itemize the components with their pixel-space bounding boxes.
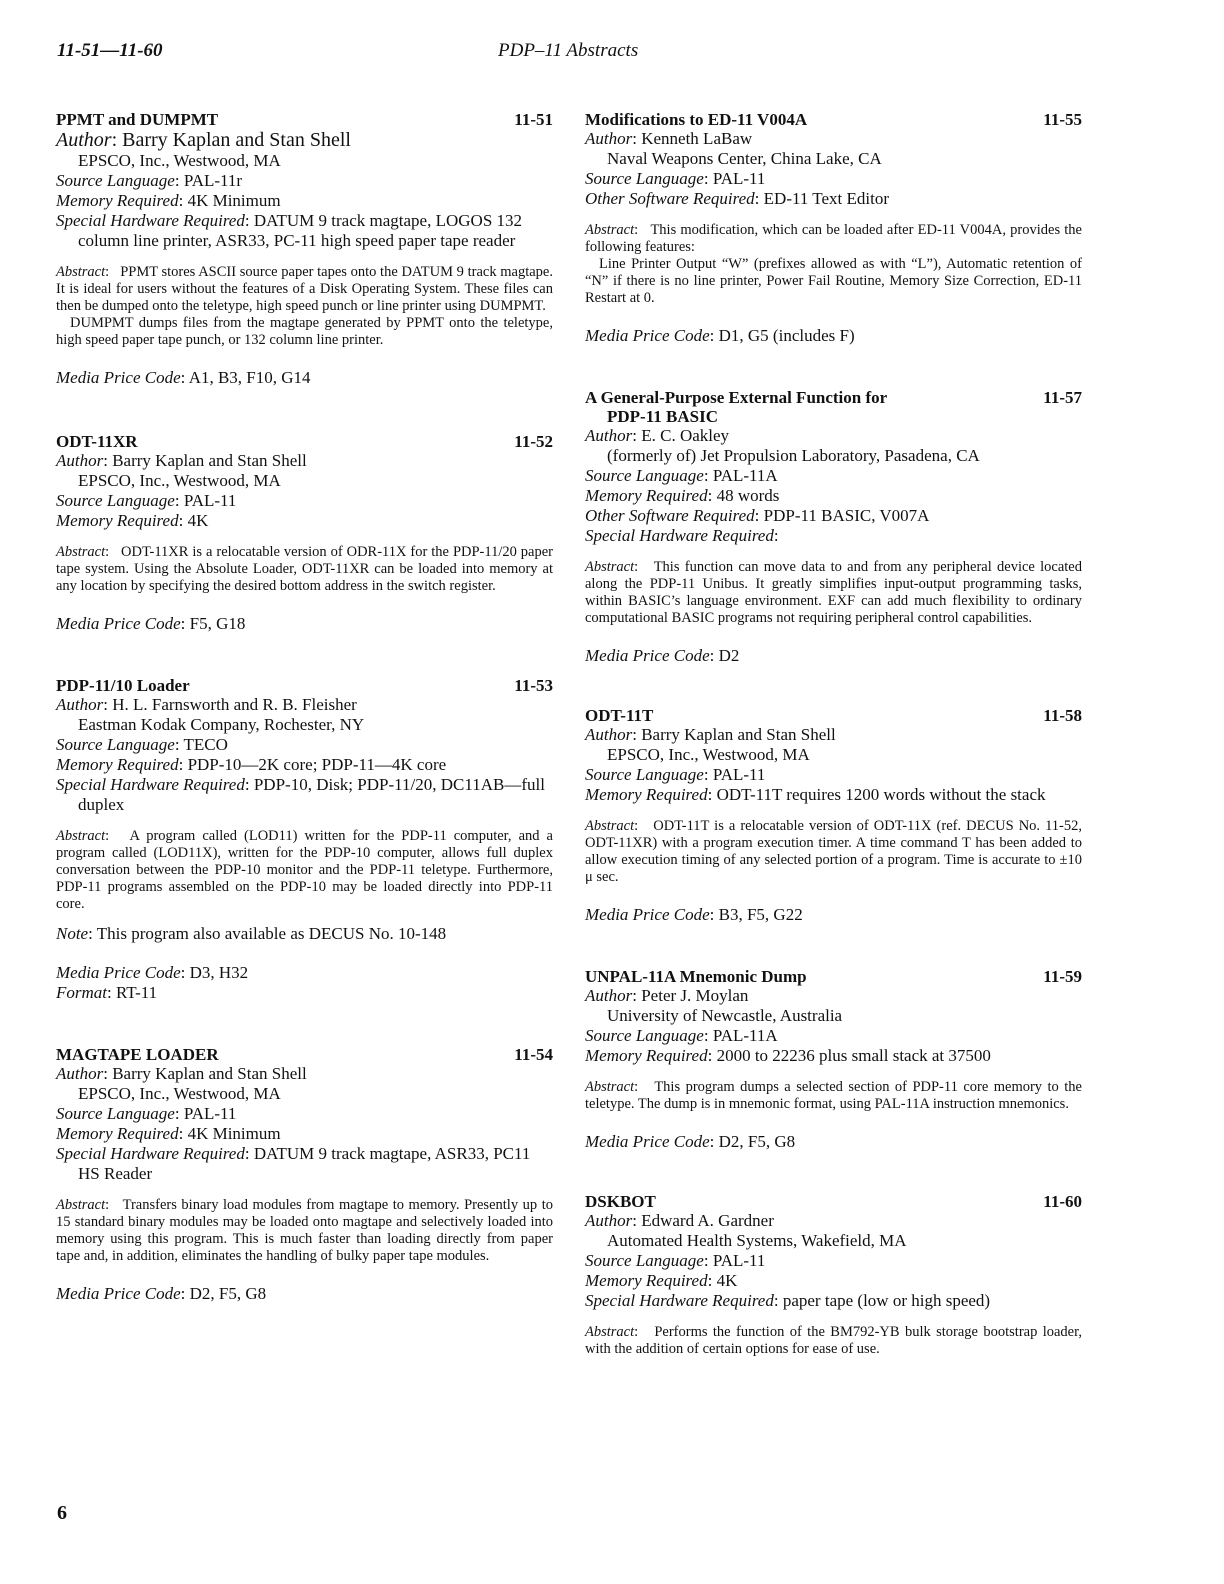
entry-number: 11-58 bbox=[1043, 706, 1082, 725]
author-field: Author: Barry Kaplan and Stan Shell bbox=[56, 451, 307, 470]
entry-title: ODT-11T bbox=[585, 706, 654, 725]
page-number: 6 bbox=[57, 1502, 67, 1524]
abstract: Abstract: Transfers binary load modules from magtape to memory. Presently up to 15 standard binary modules may be loaded onto magtape and selectively loaded into memory using this program. This is much faster than loading directly from paper tape and, in addition, eliminates the handling of bulky paper tape modules. bbox=[56, 1197, 553, 1264]
source-language-field: Source Language: PAL-11 bbox=[56, 491, 237, 510]
other-software-field: Other Software Required: PDP-11 BASIC, V007A bbox=[585, 506, 930, 525]
author-field: Author: E. C. Oakley bbox=[585, 426, 730, 445]
entry-11-55 bbox=[585, 110, 1082, 346]
memory-required-field: Memory Required: 48 words bbox=[585, 486, 780, 505]
special-hardware-field: Special Hardware Required: bbox=[585, 526, 779, 545]
entry-title: MAGTAPE LOADER bbox=[56, 1045, 219, 1064]
entry-title: A General-Purpose External Function for bbox=[585, 388, 888, 407]
media-price-code: Media Price Code: D1, G5 (includes F) bbox=[585, 326, 855, 345]
memory-required-field: Memory Required: ODT-11T requires 1200 words without the stack bbox=[585, 785, 1046, 804]
abstract: Abstract: PPMT stores ASCII source paper tapes onto the DATUM 9 track magtape. It is ideal for users without the features of a Disk Operating System. These files can then be dumped onto the teletype, high speed punch or line printer using DUMPMT. DUMPMT dumps files from the magtape generated by PPMT onto the teletype, high speed paper tape punch, or 132 column line printer. bbox=[56, 264, 553, 348]
entry-number: 11-53 bbox=[514, 676, 553, 695]
entry-number: 11-55 bbox=[1043, 110, 1082, 129]
source-language-field: Source Language: PAL-11 bbox=[585, 765, 766, 784]
left-column bbox=[56, 110, 553, 1304]
affiliation: (formerly of) Jet Propulsion Laboratory, Pasadena, CA bbox=[607, 446, 980, 465]
entry-11-53 bbox=[56, 676, 553, 1003]
format-field: Format: RT-11 bbox=[56, 983, 158, 1002]
abstract: Abstract: A program called (LOD11) written for the PDP-11 computer, and a program called (LOD11X), written for the PDP-10 computer, allows full duplex conversation between the PDP-10 monitor and the PDP-11 teletype. Furthermore, PDP-11 programs assembled on the PDP-10 may be loaded directly into PDP-11 core. bbox=[56, 828, 553, 912]
abstract: Abstract: This function can move data to and from any peripheral device located along the PDP-11 Unibus. It greatly simplifies input-output programming tasks, within BASIC’s language environment. EXF can add much flexibility to ordinary computational BASIC programs not requiring peripheral control capabilities. bbox=[585, 559, 1082, 626]
memory-required-field: Memory Required: PDP-10—2K core; PDP-11—4K core bbox=[56, 755, 447, 774]
entry-number: 11-51 bbox=[514, 110, 553, 129]
affiliation: Eastman Kodak Company, Rochester, NY bbox=[78, 715, 365, 734]
affiliation: Automated Health Systems, Wakefield, MA bbox=[607, 1231, 907, 1250]
memory-required-field: Memory Required: 4K Minimum bbox=[56, 1124, 281, 1143]
entry-11-51 bbox=[56, 110, 553, 388]
memory-required-field: Memory Required: 2000 to 22236 plus small stack at 37500 bbox=[585, 1046, 991, 1065]
media-price-code: Media Price Code: A1, B3, F10, G14 bbox=[56, 368, 311, 387]
entry-number: 11-54 bbox=[514, 1045, 553, 1064]
affiliation: EPSCO, Inc., Westwood, MA bbox=[78, 151, 281, 170]
author-field: Author: Barry Kaplan and Stan Shell bbox=[585, 725, 836, 744]
source-language-field: Source Language: PAL-11 bbox=[56, 1104, 237, 1123]
source-language-field: Source Language: PAL-11 bbox=[585, 169, 766, 188]
entry-number: 11-52 bbox=[514, 432, 553, 451]
source-language-field: Source Language: TECO bbox=[56, 735, 228, 754]
abstract: Abstract: This modification, which can be loaded after ED-11 V004A, provides the following features: Line Printer Output “W” (prefixes allowed as with “L”), Automatic retention of “N” if there is no line printer, Power Fail Routine, Memory Size Correction, ED-11 Restart at 0. bbox=[585, 222, 1082, 306]
entry-number: 11-57 bbox=[1043, 388, 1082, 407]
source-language-field: Source Language: PAL-11A bbox=[585, 466, 778, 485]
author-field: Author: Kenneth LaBaw bbox=[585, 129, 753, 148]
memory-required-field: Memory Required: 4K bbox=[56, 511, 209, 530]
affiliation: University of Newcastle, Australia bbox=[607, 1006, 843, 1025]
entry-number: 11-59 bbox=[1043, 967, 1082, 986]
entry-11-59 bbox=[585, 967, 1082, 1152]
author-field: Author: Peter J. Moylan bbox=[585, 986, 749, 1005]
entry-title: PPMT and DUMPMT bbox=[56, 110, 219, 129]
entry-11-54 bbox=[56, 1045, 553, 1304]
entry-title: UNPAL-11A Mnemonic Dump bbox=[585, 967, 807, 986]
note: Note: This program also available as DECUS No. 10-148 bbox=[56, 924, 447, 943]
running-header-range: 11-51—11-60 bbox=[57, 40, 163, 61]
special-hardware-field: Special Hardware Required: DATUM 9 track magtape, LOGOS 132 column line printer, ASR33, PC-11 high speed paper tape reader bbox=[56, 211, 523, 250]
memory-required-field: Memory Required: 4K Minimum bbox=[56, 191, 281, 210]
entry-11-52 bbox=[56, 432, 553, 634]
entry-title: PDP-11/10 Loader bbox=[56, 676, 190, 695]
abstract: Abstract: This program dumps a selected section of PDP-11 core memory to the teletype. The dump is in mnemonic format, using PAL-11A instruction mnemonics. bbox=[585, 1079, 1082, 1112]
affiliation: EPSCO, Inc., Westwood, MA bbox=[78, 471, 281, 490]
author-value: Barry Kaplan and Stan Shell bbox=[122, 129, 351, 151]
entry-title-continued: PDP-11 BASIC bbox=[607, 407, 718, 426]
memory-required-field: Memory Required: 4K bbox=[585, 1271, 738, 1290]
source-language-field: Source Language: PAL-11r bbox=[56, 171, 243, 190]
author-field: Author: Barry Kaplan and Stan Shell bbox=[56, 129, 351, 151]
entry-title: ODT-11XR bbox=[56, 432, 138, 451]
media-price-code: Media Price Code: B3, F5, G22 bbox=[585, 905, 803, 924]
affiliation: EPSCO, Inc., Westwood, MA bbox=[607, 745, 810, 764]
entry-11-60 bbox=[585, 1192, 1082, 1358]
entry-number: 11-60 bbox=[1043, 1192, 1082, 1211]
special-hardware-field: Special Hardware Required: paper tape (low or high speed) bbox=[585, 1291, 991, 1310]
media-price-code: Media Price Code: D2 bbox=[585, 646, 740, 665]
media-price-code: Media Price Code: D3, H32 bbox=[56, 963, 249, 982]
entry-title: Modifications to ED-11 V004A bbox=[585, 110, 808, 129]
right-column bbox=[585, 110, 1082, 1358]
author-field: Author: H. L. Farnsworth and R. B. Fleisher bbox=[56, 695, 357, 714]
media-price-code: Media Price Code: D2, F5, G8 bbox=[56, 1284, 267, 1303]
author-field: Author: Edward A. Gardner bbox=[585, 1211, 774, 1230]
other-software-field: Other Software Required: ED-11 Text Editor bbox=[585, 189, 889, 208]
running-header-title: PDP–11 Abstracts bbox=[498, 40, 639, 61]
abstract: Abstract: Performs the function of the BM792-YB bulk storage bootstrap loader, with the addition of certain options for ease of use. bbox=[585, 1324, 1082, 1357]
special-hardware-field: Special Hardware Required: DATUM 9 track magtape, ASR33, PC11 HS Reader bbox=[56, 1144, 531, 1183]
abstract: Abstract: ODT-11XR is a relocatable version of ODR-11X for the PDP-11/20 paper tape system. Using the Absolute Loader, ODT-11XR can be loaded into memory at any location by specifying the desired bottom address in the switch register. bbox=[56, 544, 554, 594]
entry-11-58 bbox=[585, 706, 1082, 925]
affiliation: EPSCO, Inc., Westwood, MA bbox=[78, 1084, 281, 1103]
special-hardware-field: Special Hardware Required: PDP-10, Disk; PDP-11/20, DC11AB—full duplex bbox=[56, 775, 545, 814]
author-field: Author: Barry Kaplan and Stan Shell bbox=[56, 1064, 307, 1083]
entry-title: DSKBOT bbox=[585, 1192, 656, 1211]
source-language-field: Source Language: PAL-11A bbox=[585, 1026, 778, 1045]
source-language-field: Source Language: PAL-11 bbox=[585, 1251, 766, 1270]
media-price-code: Media Price Code: F5, G18 bbox=[56, 614, 246, 633]
entry-11-57 bbox=[585, 388, 1082, 666]
media-price-code: Media Price Code: D2, F5, G8 bbox=[585, 1132, 796, 1151]
abstract: Abstract: ODT-11T is a relocatable version of ODT-11X (ref. DECUS No. 11-52, ODT-11XR) with a program execution timer. A time command T has been added to allow execution timing of any selected portion of a program. Time is accurate to ±10 μ sec. bbox=[585, 818, 1083, 885]
affiliation: Naval Weapons Center, China Lake, CA bbox=[607, 149, 882, 168]
